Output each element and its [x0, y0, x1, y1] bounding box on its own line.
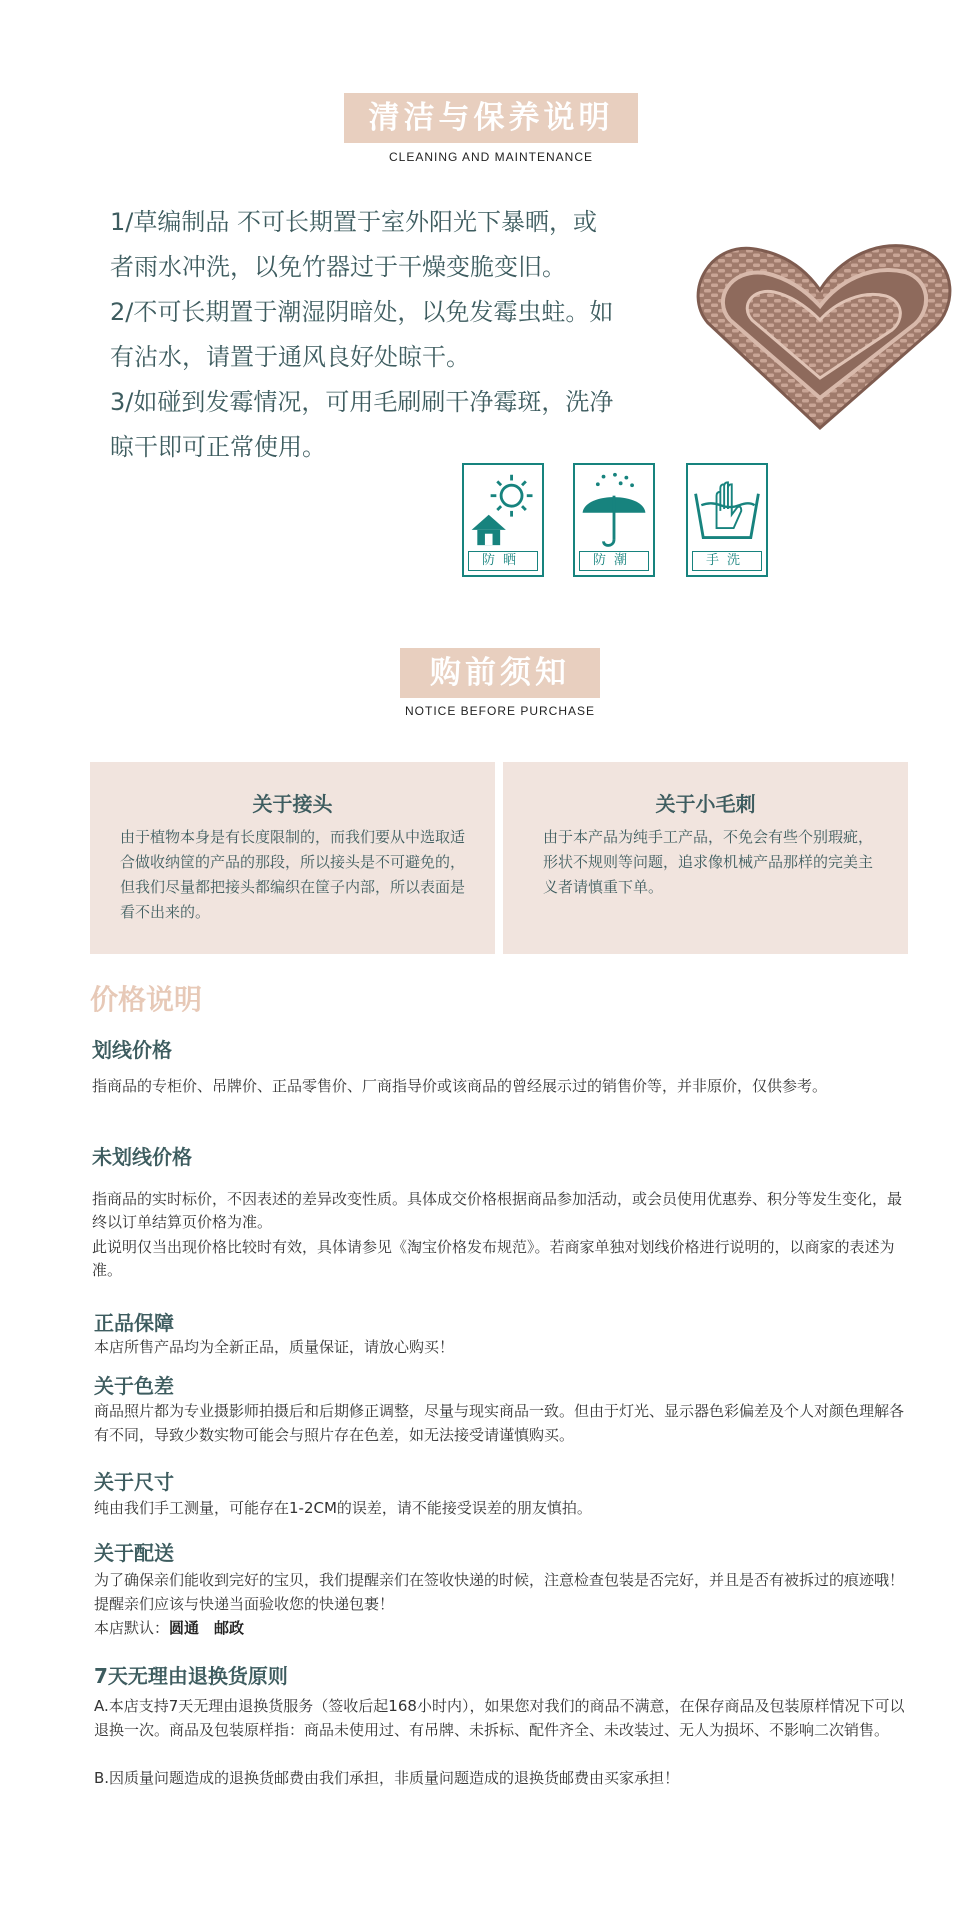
notice-title: 购前须知 — [400, 648, 600, 698]
delivery-default — [94, 1616, 906, 1640]
hand-wash-icon — [688, 465, 766, 553]
crossed-price-text: 指商品的专柜价、吊牌价、正品零售价、厂商指导价或该商品的曾经展示过的销售价等，并非原价，仅供参考。 — [92, 1077, 828, 1095]
return-policy-heading: 7天无理由退换货原则 — [94, 1664, 288, 1688]
care-subtitle: CLEANING AND MAINTENANCE — [388, 150, 594, 164]
delivery-heading: 关于配送 — [94, 1541, 174, 1565]
notice-box-burrs — [503, 762, 908, 954]
heart-basket-image — [690, 228, 960, 438]
size-heading: 关于尺寸 — [94, 1470, 174, 1494]
notice-box-heading: 关于小毛刺 — [655, 792, 756, 816]
genuine-heading: 正品保障 — [94, 1311, 174, 1335]
color-diff-text: 商品照片都为专业摄影师拍摄后和后期修正调整，尽量与现实商品一致。但由于灯光、显示器色彩偏差及个人对颜色理解各有不同，导致少数实物可能会与照片存在色差，如无法接受请谨慎购买。 — [94, 1402, 905, 1444]
hand-wash-icon-box — [686, 463, 768, 577]
delivery-text: 为了确保亲们能收到完好的宝贝，我们提醒亲们在签收快递的时候，注意检查包装是否完好，并且是否有被拆过的痕迹哦！提醒亲们应该与快递当面验收您的快递包裹！ — [94, 1571, 905, 1613]
care-title: 清洁与保养说明 — [344, 93, 638, 143]
color-diff-heading: 关于色差 — [94, 1374, 174, 1398]
return-policy-text-b: B.因质量问题造成的退换货邮费由我们承担，非质量问题造成的退换货邮费由买家承担！ — [94, 1769, 680, 1787]
no-sun-icon-box — [462, 463, 544, 577]
crossed-price-heading: 划线价格 — [92, 1038, 172, 1062]
size-text: 纯由我们手工测量，可能存在1-2CM的误差，请不能接受误差的朋友慎拍。 — [94, 1499, 592, 1517]
hand-wash-label: 手洗 — [692, 551, 762, 571]
genuine-text: 本店所售产品均为全新正品，质量保证，请放心购买！ — [94, 1338, 455, 1356]
sun-house-icon — [464, 465, 542, 553]
uncrossed-price-heading: 未划线价格 — [92, 1145, 192, 1169]
price-title: 价格说明 — [90, 983, 203, 1016]
care-line: 有沾水，请置于通风良好处晾干。 — [110, 343, 470, 371]
return-policy-text-a: A.本店支持7天无理由退换货服务（签收后起168小时内），如果您对我们的商品不满意，在保存商品及包装原样情况下可以退换一次。商品及包装原样指：商品未使用过、有吊牌、未拆标、配件齐全、未改装过、无人为损坏、不影响二次销售。 — [94, 1697, 905, 1739]
notice-subtitle: NOTICE BEFORE PURCHASE — [404, 704, 596, 718]
no-damp-label: 防潮 — [579, 551, 649, 571]
care-line: 3/如碰到发霉情况，可用毛刷刷干净霉斑，洗净 — [110, 388, 614, 416]
care-line: 者雨水冲洗，以免竹器过于干燥变脆变旧。 — [110, 253, 566, 281]
umbrella-rain-icon — [575, 465, 653, 553]
care-instructions — [110, 200, 670, 470]
notice-box-joints — [90, 762, 495, 954]
price-rule-note: 此说明仅当出现价格比较时有效，具体请参见《淘宝价格发布规范》。若商家单独对划线价格进行说明的，以商家的表述为准。 — [92, 1238, 895, 1279]
uncrossed-price-text: 指商品的实时标价，不因表述的差异改变性质。具体成交价格根据商品参加活动，或会员使用优惠券、积分等发生变化，最终以订单结算页价格为准。 — [92, 1190, 903, 1231]
care-line: 晾干即可正常使用。 — [110, 433, 326, 461]
no-damp-icon-box — [573, 463, 655, 577]
care-line: 2/不可长期置于潮湿阴暗处，以免发霉虫蛀。如 — [110, 298, 614, 326]
notice-box-text: 由于本产品为纯手工产品，不免会有些个别瑕疵，形状不规则等问题，追求像机械产品那样的完美主义者请慎重下单。 — [543, 828, 874, 896]
care-line: 1/草编制品 不可长期置于室外阳光下暴晒，或 — [110, 208, 597, 236]
delivery-default-carriers: 圆通 邮政 — [169, 1619, 245, 1637]
notice-box-text: 由于植物本身是有长度限制的，而我们要从中选取适合做收纳筐的产品的那段，所以接头是不可避免的，但我们尽量都把接头都编织在筐子内部，所以表面是看不出来的。 — [120, 828, 466, 921]
no-sun-label: 防晒 — [468, 551, 538, 571]
notice-box-heading: 关于接头 — [252, 792, 333, 816]
delivery-default-label: 本店默认： — [94, 1619, 170, 1637]
